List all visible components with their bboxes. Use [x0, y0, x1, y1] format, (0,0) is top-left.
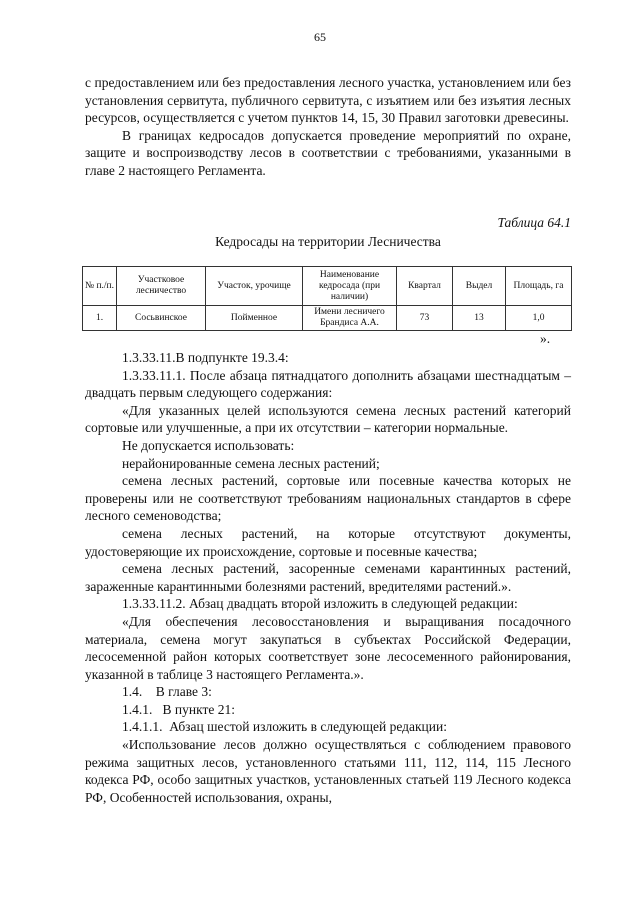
- paragraph: 1.3.33.11.В подпункте 19.3.4:: [122, 350, 289, 365]
- closing-quote: ».: [540, 331, 551, 346]
- paragraph: семена лесных растений, сортовые или посевные качества которых не проверены или не соответствуют требованиям национальных стандартов в сфере лесного семеноводства;: [85, 473, 571, 524]
- paragraph: «Для обеспечения лесовосстановления и выращивания посадочного материала, семена могут закупаться в субъектах Российской Федерации, лесосеменной район которых соответствует зоне лесосеменного районирования, указанной в таблице 3 настоящего Регламента.».: [85, 613, 571, 682]
- table-caption: Таблица 64.1: [497, 215, 571, 230]
- table-row: [83, 306, 572, 331]
- table-cell: Сосьвинское: [117, 306, 206, 331]
- column-header: № п./п.: [83, 267, 117, 306]
- paragraph: 1.3.33.11.2. Абзац двадцать второй изложить в следующей редакции:: [122, 596, 518, 612]
- column-header: Площадь, га: [506, 267, 572, 306]
- paragraph: 1.4.1.1. Абзац шестой изложить в следующей редакции:: [122, 719, 447, 735]
- column-header: Участок, урочище: [206, 267, 303, 306]
- page-number: 65: [314, 30, 326, 44]
- table-header-row: [83, 267, 572, 306]
- column-header: Выдел: [453, 267, 506, 306]
- table-cell: Пойменное: [206, 306, 303, 331]
- paragraph: семена лесных растений, засоренные семенами карантинных растений, зараженные карантинными болезнями растений, вредителями растений.».: [85, 561, 571, 594]
- paragraph: «Для указанных целей используются семена лесных растений категорий сортовые или улучшенные, а при их отсутствии – категории нормальные.: [85, 402, 571, 436]
- text-block-bottom: [85, 349, 571, 806]
- paragraph: В границах кедросадов допускается проведение мероприятий по охране, защите и воспроизводству лесов в соответствии с требованиями, указанными в главе 2 настоящего Регламента.: [85, 127, 571, 178]
- paragraph: 1.3.33.11.1. После абзаца пятнадцатого дополнить абзацами шестнадцатым – двадцать первым следующего содержания:: [85, 367, 571, 401]
- paragraph: 1.4. В главе 3:: [122, 684, 212, 700]
- table-cell: 13: [453, 306, 506, 331]
- paragraph: 1.4.1. В пункте 21:: [122, 701, 235, 717]
- column-header: Наименование кедросада (при наличии): [303, 267, 397, 306]
- table-cell: Имени лесничего Брандиса А.А.: [303, 306, 397, 331]
- table-cell: 1,0: [506, 306, 572, 331]
- text-block-top: [85, 74, 571, 180]
- table-cell: 1.: [83, 306, 117, 331]
- paragraph: Не допускается использовать:: [122, 437, 295, 453]
- paragraph: семена лесных растений, на которые отсутствуют документы, удостоверяющие их происхождение, сортовые и посевные качества;: [85, 525, 571, 559]
- column-header: Участковое лесничество: [117, 267, 206, 306]
- column-header: Квартал: [397, 267, 453, 306]
- cedar-garden-table: [82, 266, 572, 331]
- table-cell: 73: [397, 306, 453, 331]
- paragraph: «Использование лесов должно осуществляться с соблюдением правового режима защитных лесов, установленного статьями 111, 112, 114, 115 Лесного кодекса РФ, особо защитных участков, установленных статьей 119 Лесного кодекса РФ, Особенностей использования, охраны,: [85, 737, 571, 805]
- table-title: Кедросады на территории Лесничества: [215, 234, 441, 249]
- paragraph: нерайонированные семена лесных растений;: [122, 455, 380, 471]
- paragraph: с предоставлением или без предоставления лесного участка, установлением или без установления сервитута, публичного сервитута, с изъятием или без изъятия лесных ресурсов, осуществляется с учетом пунктов 14, 15, 30 Правил заготовки древесины.: [85, 75, 571, 126]
